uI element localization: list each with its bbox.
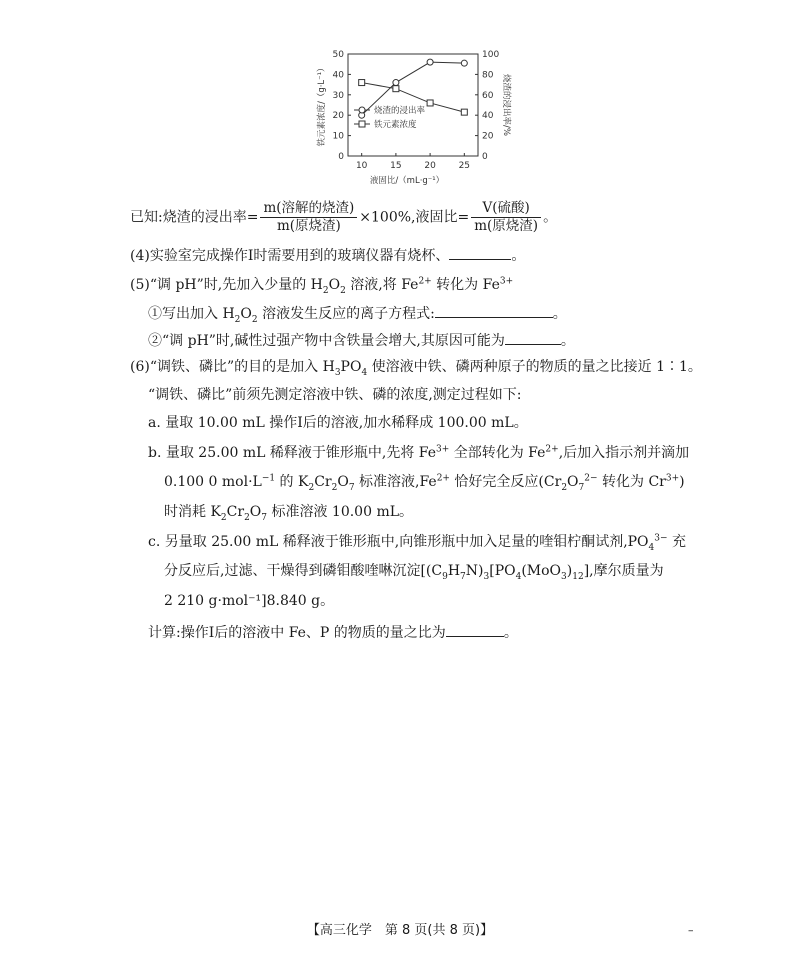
step-c-2b: H	[447, 563, 461, 579]
y-right-tick-label: 60	[482, 90, 494, 101]
step-c-2c: N)	[465, 563, 484, 579]
page-footer: 【高三化学 第 8 页(共 8 页)】	[306, 923, 494, 938]
q5-text-d: 转化为 Fe	[431, 277, 500, 293]
sub: 4	[515, 571, 522, 582]
sub: 2	[244, 512, 250, 523]
calc-question	[148, 622, 518, 643]
q5-text-c: 溶液,将 Fe	[345, 277, 419, 293]
point-square	[461, 109, 467, 115]
step-b-2a: 0.100 0 mol·L	[164, 474, 262, 490]
step-a	[148, 413, 528, 433]
fraction-ratio	[471, 200, 541, 235]
legend-marker-circle	[359, 107, 365, 113]
q5-2-period: 。	[560, 333, 575, 349]
y-right-tick-label: 20	[482, 131, 494, 142]
step-b-2c: Cr	[314, 474, 332, 490]
known-prefix: 已知:烧渣的浸出率=	[130, 209, 259, 226]
times100: ×100%,液固比=	[359, 209, 470, 226]
calc-period: 。	[503, 625, 518, 641]
y-left-tick-label: 0	[338, 152, 344, 162]
step-c-line1	[148, 532, 686, 552]
q5-1-text-a: ①写出加入 H	[148, 306, 235, 322]
q6-line2-text: “调铁、磷比”前须先测定溶液中铁、磷的浓度,测定过程如下:	[148, 387, 522, 403]
y-right-tick-label: 80	[482, 70, 494, 81]
answer-blank-q5-2[interactable]	[505, 330, 561, 345]
q5-1-period: 。	[552, 306, 567, 322]
x-tick-label: 20	[424, 161, 436, 171]
question-4	[130, 245, 525, 266]
y-left-tick-label: 40	[332, 70, 344, 81]
leaching-chart	[300, 40, 530, 190]
legend-label-iron: 铁元素浓度	[374, 120, 417, 130]
q6-text-a: (6)“调铁、磷比”的目的是加入 H	[130, 359, 335, 375]
y-left-tick-label: 30	[332, 90, 344, 101]
step-b-2g: 转化为 Cr	[597, 474, 666, 490]
calc-text: 计算:操作Ⅰ后的溶液中 Fe、P 的物质的量之比为	[148, 625, 446, 641]
step-c-1b: 充	[667, 534, 687, 550]
sup: 3+	[436, 444, 450, 455]
fraction-leach	[260, 200, 357, 235]
y-left-tick-label: 10	[332, 131, 344, 142]
q6-text-c: 使溶液中铁、磷两种原子的物质的量之比接近 1∶1。	[367, 359, 702, 375]
sub: 4	[361, 367, 368, 378]
step-b-2e: 标准溶液,Fe	[354, 474, 437, 490]
sub: 12	[572, 571, 584, 582]
corner-mark: –	[688, 924, 694, 937]
sub: 7	[460, 571, 466, 582]
answer-blank-calc[interactable]	[446, 622, 504, 637]
x-axis-label: 液固比/（mL·g⁻¹）	[369, 176, 445, 186]
answer-blank-q4[interactable]	[449, 245, 511, 260]
point-circle	[461, 60, 467, 66]
answer-blank-q5-1[interactable]	[435, 303, 553, 318]
step-b-2f: 恰好完全反应(Cr	[449, 474, 562, 490]
frac2-num: V(硫酸)	[471, 200, 541, 218]
step-b-line3	[164, 502, 413, 522]
point-square	[393, 86, 399, 92]
sub: 2	[340, 285, 346, 296]
sub: 2	[331, 482, 338, 493]
period: 。	[543, 209, 558, 226]
step-c-2e: (MoO	[521, 563, 562, 579]
q5-text-a: (5)“调 pH”时,先加入少量的 H	[130, 277, 323, 293]
legend-label-leach: 烧渣的浸出率	[374, 106, 426, 116]
step-c-line2	[164, 561, 664, 581]
sup: 2−	[584, 473, 598, 484]
plot-frame	[348, 54, 478, 156]
q5-1-o: O	[240, 306, 252, 322]
sup: 3+	[665, 473, 680, 484]
x-tick-label: 10	[355, 161, 368, 171]
step-c-3: 2 210 g·mol⁻¹]8.840 g。	[164, 593, 335, 609]
step-a-text: a. 量取 10.00 mL 操作Ⅰ后的溶液,加水稀释成 100.00 mL。	[148, 415, 528, 431]
step-b-2-o: O	[567, 474, 579, 490]
frac2-den: m(原烧渣)	[474, 218, 539, 234]
step-b-2h: )	[679, 474, 685, 490]
sub: 9	[442, 571, 448, 582]
question-5	[130, 275, 513, 295]
sub: 7	[348, 482, 355, 493]
frac1-num: m(溶解的烧渣)	[260, 200, 357, 218]
step-b-2d: O	[337, 474, 349, 490]
q5-1-text-b: 溶液发生反应的离子方程式:	[257, 306, 435, 322]
step-b-1c: ,后加入指示剂并滴加	[558, 445, 690, 461]
q4-period: 。	[511, 248, 526, 264]
sub: 2	[251, 314, 258, 325]
sup: 2+	[545, 444, 559, 455]
step-b-2b: 的 K	[275, 474, 309, 490]
sub: 2	[561, 482, 568, 493]
question-5-1	[148, 303, 567, 324]
q5-2-text: ②“调 pH”时,碱性过强产物中含铁量会增大,其原因可能为	[148, 333, 505, 349]
step-b-3-o: O	[249, 504, 262, 520]
sup: −1	[261, 473, 276, 484]
point-circle	[393, 80, 399, 86]
sub: 7	[578, 482, 585, 493]
step-b-3a: 时消耗 K	[164, 504, 221, 520]
sub: 3	[561, 571, 567, 582]
sub: 2	[308, 482, 315, 493]
q5-text-b: O	[328, 277, 341, 293]
step-b-1a: b. 量取 25.00 mL 稀释液于锥形瓶中,先将 Fe	[148, 445, 436, 461]
sup: 3−	[654, 533, 668, 544]
y-left-tick-label: 20	[332, 111, 344, 122]
q6-text-b: PO	[340, 359, 362, 375]
step-c-1a: c. 另量取 25.00 mL 稀释液于锥形瓶中,向锥形瓶中加入足量的喹钼柠酮试剂,PO	[148, 534, 649, 550]
sub: 3	[334, 367, 341, 378]
y-right-tick-label: 0	[482, 152, 488, 162]
x-tick-label: 25	[458, 161, 471, 171]
chart-svg	[300, 40, 530, 190]
known-formula	[130, 200, 557, 235]
question-6-line2	[148, 385, 521, 405]
question-6	[130, 357, 702, 377]
point-square	[359, 80, 365, 86]
sub: 7	[261, 512, 268, 523]
y-left-axis-label: 铁元素浓度/（g·L⁻¹）	[317, 63, 327, 147]
step-b-3b: 标准溶液 10.00 mL。	[267, 504, 414, 520]
sub: 3	[483, 571, 490, 582]
step-c-2f: )	[566, 563, 573, 579]
sub: 2	[322, 285, 329, 296]
x-tick-label: 15	[390, 161, 402, 171]
step-c-2g: ],摩尔质量为	[583, 563, 664, 579]
point-circle	[427, 59, 433, 65]
step-b-line1	[148, 443, 689, 463]
sup: 2+	[418, 276, 432, 287]
q4-text: (4)实验室完成操作Ⅰ时需要用到的玻璃仪器有烧杯、	[130, 248, 450, 264]
y-right-tick-label: 40	[482, 111, 494, 122]
sub: 4	[648, 542, 655, 553]
step-b-3-cr: Cr	[226, 504, 245, 520]
y-left-tick-label: 50	[332, 50, 344, 60]
step-c-line3	[164, 591, 334, 611]
legend-marker-square	[359, 121, 365, 127]
step-c-2a: 分反应后,过滤、干燥得到磷钼酸喹啉沉淀[(C	[164, 563, 443, 579]
frac1-den: m(原烧渣)	[276, 218, 341, 234]
point-square	[427, 100, 433, 106]
y-right-axis-label: 烧渣的浸出率/%	[501, 74, 511, 136]
y-right-tick-label: 100	[482, 50, 500, 60]
sub: 2	[234, 314, 241, 325]
sub: 2	[220, 512, 227, 523]
sup: 2+	[436, 473, 450, 484]
step-b-1b: 全部转化为 Fe	[449, 445, 546, 461]
question-5-2	[148, 330, 575, 351]
sup: 3+	[499, 276, 514, 287]
step-b-line2	[164, 472, 685, 492]
step-c-2d: [PO	[489, 563, 516, 579]
